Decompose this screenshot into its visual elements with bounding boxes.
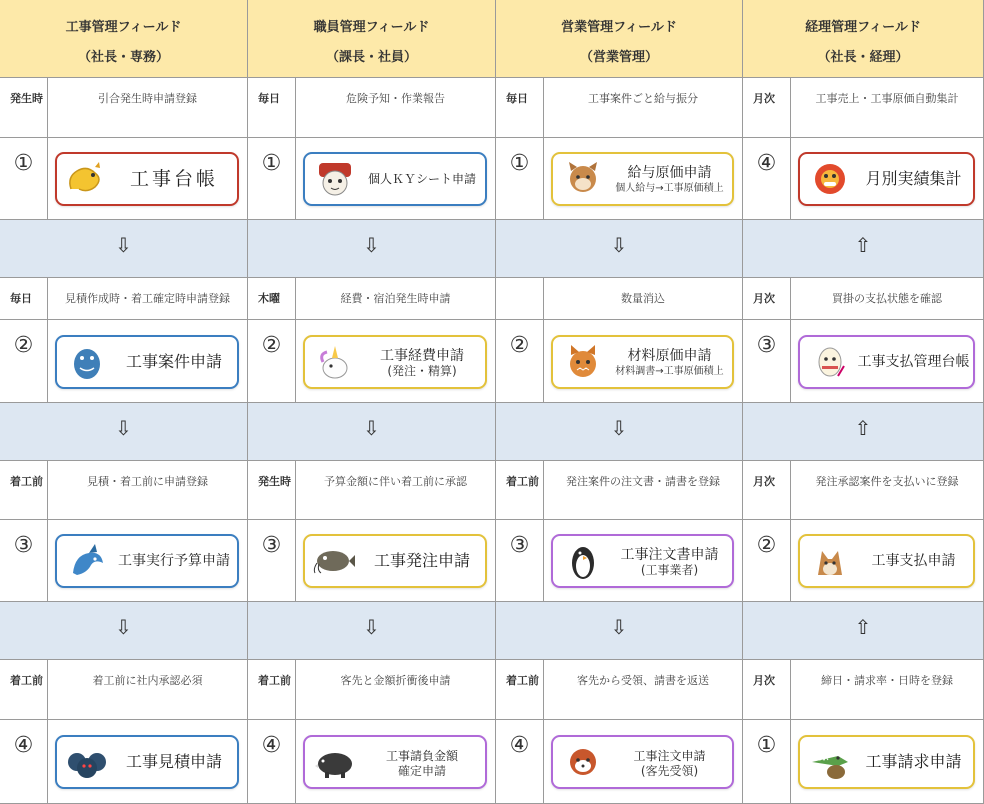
app-cell <box>791 138 984 220</box>
arrow-down-icon: ⇩ <box>363 233 380 257</box>
app-title: 工事実行予算申請 <box>118 553 230 569</box>
frequency-label: 毎日 <box>496 78 544 138</box>
app-button[interactable] <box>55 335 239 389</box>
app-cell <box>296 720 496 804</box>
step-number: ② <box>248 320 296 403</box>
step-description: 客先から受領、請書を返送 <box>544 660 743 720</box>
app-button[interactable] <box>551 335 734 389</box>
app-title: 個人ＫＹシート申請 <box>367 172 476 186</box>
step-description: 着工前に社内承認必須 <box>48 660 248 720</box>
step-number: ④ <box>496 720 544 804</box>
frequency-label: 着工前 <box>248 660 296 720</box>
step-description: 工事売上・工事原価自動集計 <box>791 78 984 138</box>
cerberus-icon <box>63 740 111 784</box>
app-button[interactable] <box>303 152 487 206</box>
arrow-down-icon: ⇩ <box>610 615 628 639</box>
app-subtitle: (客先受領) <box>640 763 699 778</box>
app-subtitle: (発注・精算) <box>387 363 457 378</box>
step-number: ③ <box>496 520 544 602</box>
step-description: 予算金額に伴い着工前に承認 <box>296 461 496 520</box>
app-button-label <box>854 753 973 771</box>
flow-arrow-cell <box>743 602 984 660</box>
arrow-down-icon: ⇩ <box>610 233 628 257</box>
app-title: 工事支払管理台帳 <box>857 354 970 370</box>
arrow-up-icon: ⇧ <box>854 233 872 257</box>
step-description: 見積・着工前に申請登録 <box>48 461 248 520</box>
app-button[interactable] <box>798 735 975 789</box>
frequency-label: 月次 <box>743 461 791 520</box>
step-number: ① <box>496 138 544 220</box>
step-description: 危険予知・作業報告 <box>296 78 496 138</box>
app-title: 工事請求申請 <box>865 752 962 771</box>
app-subtitle: 個人給与→工事原価積上 <box>615 182 724 194</box>
step-description: 経費・宿泊発生時申請 <box>296 278 496 320</box>
catfish-icon <box>311 539 359 583</box>
app-title: 工事案件申請 <box>125 352 222 371</box>
flow-arrow-cell <box>743 220 984 278</box>
arrow-down-icon: ⇩ <box>363 615 380 639</box>
frequency-label <box>496 278 544 320</box>
flow-arrow-cell <box>0 220 248 278</box>
arrow-down-icon: ⇩ <box>610 416 628 440</box>
arrow-down-icon: ⇩ <box>115 233 132 257</box>
app-button-label <box>854 552 973 570</box>
frequency-label: 着工前 <box>0 660 48 720</box>
app-button-label <box>359 170 485 188</box>
blue-dragon-icon <box>63 539 111 583</box>
step-description: 客先と金額折衝後申請 <box>296 660 496 720</box>
app-title: 工事発注申請 <box>373 551 470 570</box>
arrow-down-icon: ⇩ <box>115 615 132 639</box>
step-number: ② <box>496 320 544 403</box>
app-button-label <box>111 170 237 188</box>
app-cell <box>48 320 248 403</box>
app-cell <box>296 320 496 403</box>
app-button[interactable] <box>303 335 487 389</box>
column-header <box>743 0 984 78</box>
red-panda-icon <box>559 740 607 784</box>
step-number: ④ <box>0 720 48 804</box>
app-button-label <box>607 164 732 195</box>
frequency-label: 着工前 <box>0 461 48 520</box>
flow-arrow-cell <box>0 602 248 660</box>
app-cell <box>48 720 248 804</box>
app-title: 材料原価申請 <box>627 347 712 364</box>
column-title: 工事管理フィールド <box>65 20 182 35</box>
app-button-label <box>111 753 237 771</box>
step-number: ② <box>0 320 48 403</box>
step-description: 工事案件ごと給与振分 <box>544 78 743 138</box>
frequency-label: 毎日 <box>248 78 296 138</box>
lion-dance-icon <box>806 157 854 201</box>
arrow-up-icon: ⇧ <box>854 416 872 440</box>
flow-arrow-cell <box>248 602 496 660</box>
boar-icon <box>311 740 359 784</box>
step-description: 引合発生時申請登録 <box>48 78 248 138</box>
shiba-dog-icon <box>559 157 607 201</box>
flow-arrow-cell <box>0 403 248 461</box>
step-number: ④ <box>743 138 791 220</box>
column-title: 職員管理フィールド <box>313 20 430 35</box>
frequency-label: 木曜 <box>248 278 296 320</box>
app-button[interactable] <box>303 534 487 588</box>
app-title: 工事注文書申請 <box>620 546 719 563</box>
frequency-label: 月次 <box>743 660 791 720</box>
app-button-label <box>607 546 732 577</box>
step-number: ① <box>743 720 791 804</box>
app-button-label <box>111 552 237 570</box>
app-cell <box>544 720 743 804</box>
flow-arrow-cell <box>248 220 496 278</box>
flow-arrow-cell <box>496 220 743 278</box>
app-cell <box>48 520 248 602</box>
step-number: ④ <box>248 720 296 804</box>
app-title: 工事注文申請 <box>633 748 706 763</box>
step-description: 数量消込 <box>544 278 743 320</box>
app-title: 工事支払申請 <box>871 553 956 569</box>
flow-arrow-cell <box>248 403 496 461</box>
crocodile-icon <box>806 740 854 784</box>
step-description: 見積作成時・着工確定時申請登録 <box>48 278 248 320</box>
app-button[interactable] <box>55 152 239 206</box>
app-cell <box>791 720 984 804</box>
column-role: （社長・専務） <box>77 50 169 65</box>
app-button[interactable] <box>798 152 975 206</box>
app-button-label <box>854 170 973 188</box>
penguin-icon <box>559 539 607 583</box>
humpty-egg-icon <box>806 340 854 384</box>
app-button-label <box>359 552 485 570</box>
app-button[interactable] <box>551 152 734 206</box>
step-number: ② <box>743 520 791 602</box>
app-title: 工事経費申請 <box>380 347 464 364</box>
app-cell <box>296 520 496 602</box>
app-title: 工事見積申請 <box>125 752 222 771</box>
app-subtitle: 確定申請 <box>397 763 446 778</box>
column-header <box>496 0 743 78</box>
app-title: 工事台帳 <box>129 168 218 190</box>
app-button[interactable] <box>55 735 239 789</box>
app-button[interactable] <box>551 735 734 789</box>
app-cell <box>544 320 743 403</box>
app-cell <box>544 138 743 220</box>
frequency-label: 毎日 <box>0 278 48 320</box>
step-number: ① <box>248 138 296 220</box>
column-header <box>0 0 248 78</box>
frequency-label: 発生時 <box>0 78 48 138</box>
app-title: 工事請負金額 <box>385 748 458 763</box>
app-cell <box>791 520 984 602</box>
app-subtitle: (工事業者) <box>640 562 699 577</box>
frequency-label: 着工前 <box>496 461 544 520</box>
step-number: ③ <box>0 520 48 602</box>
frequency-label: 発生時 <box>248 461 296 520</box>
frequency-label: 月次 <box>743 78 791 138</box>
step-number: ③ <box>743 320 791 403</box>
app-button[interactable] <box>798 335 975 389</box>
arrow-down-icon: ⇩ <box>115 416 132 440</box>
app-title: 月別実績集計 <box>865 169 962 188</box>
app-button-label <box>607 347 732 378</box>
flow-arrow-cell <box>496 602 743 660</box>
step-number: ③ <box>248 520 296 602</box>
unicorn-icon <box>311 340 359 384</box>
arrow-up-icon: ⇧ <box>854 615 872 639</box>
golden-dragon-icon <box>63 157 111 201</box>
step-description: 締日・請求率・日時を登録 <box>791 660 984 720</box>
app-subtitle: 材料調書→工事原価積上 <box>615 365 724 377</box>
app-button-label <box>854 353 973 371</box>
step-number: ① <box>0 138 48 220</box>
app-button[interactable] <box>798 534 975 588</box>
app-button-label <box>607 747 732 778</box>
app-button-label <box>359 747 485 778</box>
frequency-label: 着工前 <box>496 660 544 720</box>
app-cell <box>791 320 984 403</box>
step-description: 発注案件の注文書・請書を登録 <box>544 461 743 520</box>
shisa-lion-icon <box>311 157 359 201</box>
step-description: 買掛の支払状態を確認 <box>791 278 984 320</box>
app-cell <box>296 138 496 220</box>
frequency-label: 月次 <box>743 278 791 320</box>
column-header <box>248 0 496 78</box>
app-button[interactable] <box>55 534 239 588</box>
arrow-down-icon: ⇩ <box>363 416 380 440</box>
app-title: 給与原価申請 <box>627 164 712 181</box>
column-title: 経理管理フィールド <box>805 20 921 35</box>
wolf-icon <box>806 539 854 583</box>
column-role: （社長・経理） <box>817 50 909 65</box>
app-button[interactable] <box>303 735 487 789</box>
flow-arrow-cell <box>743 403 984 461</box>
step-description: 発注承認案件を支払いに登録 <box>791 461 984 520</box>
column-role: （営業管理） <box>579 50 658 65</box>
app-button[interactable] <box>551 534 734 588</box>
cat-monster-icon <box>559 340 607 384</box>
app-button-label <box>111 353 237 371</box>
column-role: （課長・社員） <box>325 50 417 65</box>
app-cell <box>48 138 248 220</box>
column-title: 営業管理フィールド <box>561 20 677 35</box>
app-cell <box>544 520 743 602</box>
blue-monster-icon <box>63 340 111 384</box>
app-button-label <box>359 347 485 378</box>
flow-arrow-cell <box>496 403 743 461</box>
